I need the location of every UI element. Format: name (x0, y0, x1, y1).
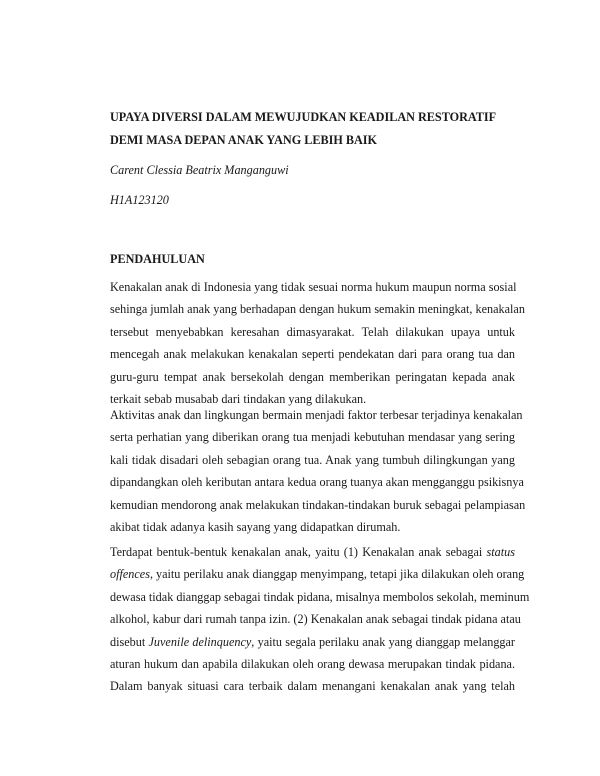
text-line: guru-guru tempat anak bersekolah dengan memberikan peringatan kepada anak (110, 369, 515, 384)
title-line-2: DEMI MASA DEPAN ANAK YANG LEBIH BAIK (110, 133, 378, 147)
paper-title (110, 106, 502, 152)
italic-term: Juvenile delinquency (148, 634, 252, 649)
text-line: tersebut menyebabkan keresahan dimasyarakat. Telah dilakukan upaya untuk (110, 324, 515, 339)
text-line: dipandangkan oleh keributan antara kedua orang tuanya akan mengganggu psikisnya (110, 475, 524, 490)
text-line: Dalam banyak situasi cara terbaik dalam menangani kenakalan anak yang telah (110, 679, 515, 694)
text-line: kali tidak disadari oleh sebagian orang tua. Anak yang tumbuh dilingkungan yang (110, 452, 515, 467)
text-line: aturan hukum dan apabila dilakukan oleh orang dewasa merupakan tindak pidana. (110, 657, 515, 672)
text-line: serta perhatian yang diberikan orang tua menjadi kebutuhan mendasar yang sering (110, 430, 515, 445)
student-id: H1A123120 (110, 193, 169, 207)
text-line: terkait sebab musabab dari tindakan yang dilakukan. (110, 392, 367, 407)
text-line: akibat tidak adanya kasih sayang yang didapatkan dirumah. (110, 520, 401, 535)
author-name: Carent Clessia Beatrix Manganguwi (110, 163, 289, 177)
text-run: Terdapat bentuk-bentuk kenakalan anak, yaitu (1) Kenakalan anak sebagai (110, 545, 487, 559)
text-line: Kenakalan anak di Indonesia yang tidak sesuai norma hukum maupun norma sosial (110, 280, 517, 294)
title-line-1: UPAYA DIVERSI DALAM MEWUJUDKAN KEADILAN RESTORATIF (110, 110, 497, 124)
text-line (110, 563, 525, 585)
text-run: , yaitu segala perilaku anak yang dianggap melanggar (251, 634, 515, 649)
section-heading: PENDAHULUAN (110, 252, 205, 266)
text-line: kemudian mendorong anak melakukan tindakan-tindakan buruk sebagai pelampiasan (110, 497, 526, 512)
text-line: Aktivitas anak dan lingkungan bermain menjadi faktor terbesar terjadinya kenakalan (110, 408, 523, 422)
text-line: mencegah anak melakukan kenakalan seperti pendekatan dari para orang tua dan (110, 347, 515, 362)
text-run: , yaitu perilaku anak dianggap menyimpang, tetapi jika dilakukan oleh orang (149, 567, 525, 582)
paragraph-2 (110, 404, 526, 538)
text-line (110, 541, 515, 563)
text-line: alkohol, kabur dari rumah tanpa izin. (2) Kenakalan anak sebagai tindak pidana atau (110, 612, 521, 627)
paragraph-3 (110, 541, 530, 698)
text-line (110, 631, 515, 653)
paragraph-1 (110, 276, 525, 410)
italic-term: status (486, 545, 515, 559)
text-run: disebut (110, 634, 149, 649)
text-line: sehinga jumlah anak yang berhadapan dengan hukum semakin meningkat, kenakalan (110, 302, 525, 317)
text-line: dewasa tidak dianggap sebagai tindak pidana, misalnya membolos sekolah, meminum (110, 589, 530, 604)
italic-term: offences (110, 567, 150, 582)
